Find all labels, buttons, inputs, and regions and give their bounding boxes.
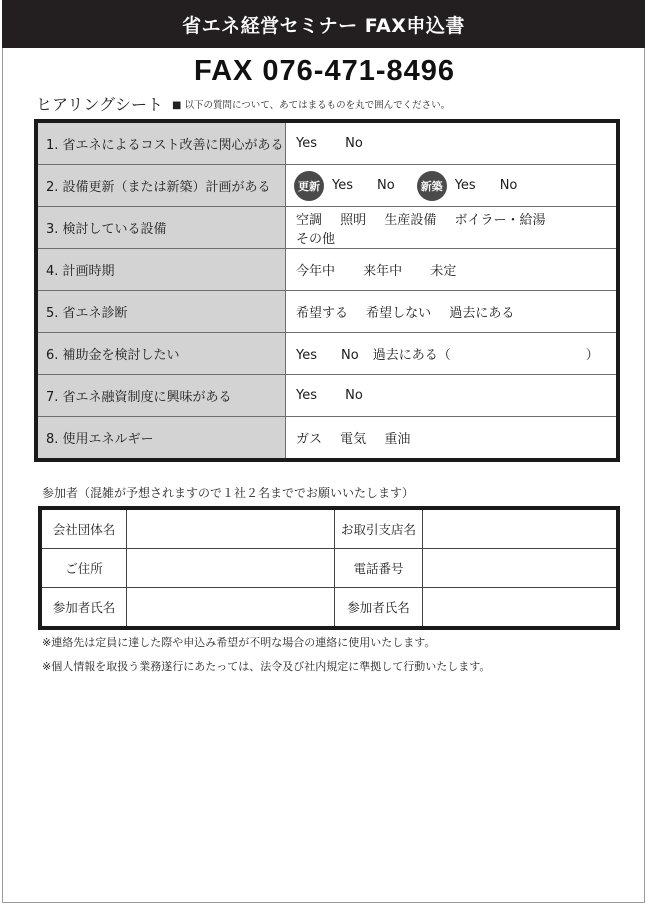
answer-cell xyxy=(286,291,619,333)
contact-note: ※連絡先は定員に達した際や申込み希望が不明な場合の連絡に使用いたします。 xyxy=(42,636,436,649)
participants-table xyxy=(38,506,620,630)
participant-name-label: 参加者氏名 xyxy=(335,588,423,629)
option-had-before[interactable]: 過去にある（ xyxy=(372,348,451,363)
participant-name-label: 参加者氏名 xyxy=(40,588,127,629)
hearing-instructions-text: 以下の質問について、あてはまるものを丸で囲んでください。 xyxy=(184,100,451,111)
form-header xyxy=(2,0,645,48)
branch-label: お取引支店名 xyxy=(335,508,423,549)
answer-cell xyxy=(286,207,619,249)
square-bullet-icon: ■ xyxy=(172,100,182,111)
hearing-table xyxy=(34,119,620,462)
option-this-year[interactable]: 今年中 xyxy=(296,264,336,279)
question-row xyxy=(36,375,618,417)
question-row xyxy=(36,165,618,207)
closing-paren: ） xyxy=(585,348,599,363)
option-lighting[interactable]: 照明 xyxy=(340,212,367,228)
question-label: 8. 使用エネルギー xyxy=(36,417,286,461)
participant-row xyxy=(40,588,618,629)
address-field[interactable] xyxy=(127,549,335,588)
company-name-label: 会社団体名 xyxy=(40,508,127,549)
answer-cell xyxy=(286,417,619,461)
option-heavy-oil[interactable]: 重油 xyxy=(384,432,411,447)
question-label: 3. 検討している設備 xyxy=(36,207,286,249)
option-other[interactable]: その他 xyxy=(296,231,336,247)
option-yes[interactable]: Yes xyxy=(332,178,353,193)
answer-cell xyxy=(286,375,619,417)
answer-cell xyxy=(286,121,619,165)
option-no[interactable]: No xyxy=(341,348,359,363)
option-yes[interactable]: Yes xyxy=(296,348,317,363)
question-label: 1. 省エネによるコスト改善に関心がある xyxy=(36,121,286,165)
option-had-before[interactable]: 過去にある xyxy=(449,306,515,321)
answer-cell xyxy=(286,165,619,207)
fax-number: FAX 076-471-8496 xyxy=(193,55,456,87)
question-label: 7. 省エネ融資制度に興味がある xyxy=(36,375,286,417)
hearing-sheet-title: ヒアリングシート xyxy=(36,95,164,114)
participants-title: 参加者（混雑が予想されますので１社２名まででお願いいたします） xyxy=(42,486,415,500)
question-label: 5. 省エネ診断 xyxy=(36,291,286,333)
question-row xyxy=(36,291,618,333)
privacy-note: ※個人情報を取扱う業務遂行にあたっては、法令及び社内規定に準拠して行動いたします。 xyxy=(42,660,491,673)
option-yes[interactable]: Yes xyxy=(454,178,476,193)
answer-cell xyxy=(286,333,619,375)
branch-field[interactable] xyxy=(423,508,619,549)
option-no[interactable]: No xyxy=(499,178,518,193)
option-production-equipment[interactable]: 生産設備 xyxy=(384,212,437,228)
participant-name-field[interactable] xyxy=(423,588,619,629)
participant-name-field[interactable] xyxy=(127,588,335,629)
question-row xyxy=(36,249,618,291)
question-row xyxy=(36,121,618,165)
address-label: ご住所 xyxy=(40,549,127,588)
renewal-badge: 更新 xyxy=(294,171,324,201)
phone-field[interactable] xyxy=(423,549,619,588)
question-row xyxy=(36,207,618,249)
question-label: 4. 計画時期 xyxy=(36,249,286,291)
option-yes[interactable]: Yes xyxy=(296,136,317,151)
option-no[interactable]: No xyxy=(377,178,395,193)
question-label: 2. 設備更新（または新築）計画がある xyxy=(36,165,286,207)
company-name-field[interactable] xyxy=(127,508,335,549)
option-no[interactable]: No xyxy=(345,388,363,403)
option-undecided[interactable]: 未定 xyxy=(430,264,457,279)
option-no-wish[interactable]: 希望しない xyxy=(366,306,432,321)
new-construction-badge: 新築 xyxy=(417,171,447,201)
participant-row xyxy=(40,549,618,588)
option-air-conditioning[interactable]: 空調 xyxy=(296,212,323,228)
option-wish[interactable]: 希望する xyxy=(296,306,349,321)
option-no[interactable]: No xyxy=(345,136,363,151)
hearing-instructions xyxy=(172,97,450,111)
option-yes[interactable]: Yes xyxy=(296,388,317,403)
question-row xyxy=(36,417,618,461)
option-boiler[interactable]: ボイラー・給湯 xyxy=(454,212,546,228)
option-gas[interactable]: ガス xyxy=(296,432,323,447)
form-title: 省エネ経営セミナー FAX申込書 xyxy=(182,14,465,37)
answer-cell xyxy=(286,249,619,291)
phone-label: 電話番号 xyxy=(335,549,423,588)
option-next-year[interactable]: 来年中 xyxy=(363,264,403,279)
question-label: 6. 補助金を検討したい xyxy=(36,333,286,375)
participant-row xyxy=(40,508,618,549)
question-row xyxy=(36,333,618,375)
option-electricity[interactable]: 電気 xyxy=(340,432,367,447)
